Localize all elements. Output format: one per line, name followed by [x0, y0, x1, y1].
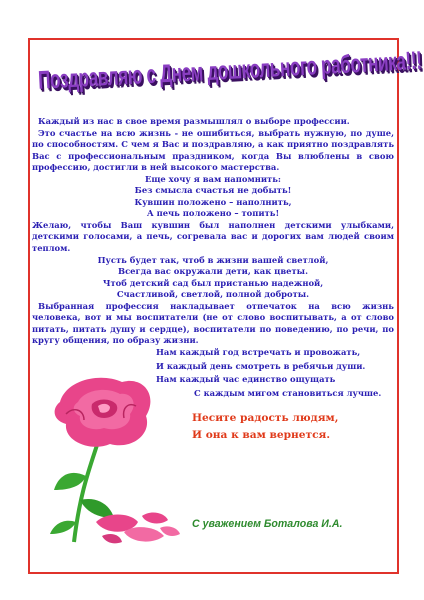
closing-poem-line: Нам каждый час единство ощущать — [156, 374, 336, 384]
paragraph-4: Выбранная профессия накладывает отпечаток на всю жизнь человека, вот и мы воспитатели (не от слово воспитывать, а от слово питать, питать душу и сердце), воспитатели по поведению, по речи, по кругу общения, по образу жизни. — [32, 300, 394, 346]
signature: С уважением Боталова И.А. — [192, 518, 343, 530]
wish-line: Чтоб детский сад был пристанью надежной, — [102, 277, 324, 288]
paragraph-3: Желаю, чтобы Ваш кувшин был наполнен детскими улыбками, детскими голосами, а печь, согревала вас и дорогих вам людей своим теплом. — [32, 219, 394, 254]
paragraph-1: Каждый из нас в свое время размышлял о выборе профессии. — [38, 116, 350, 126]
closing-poem-line: Нам каждый год встречать и провожать, — [156, 347, 361, 357]
poem-1-line: Кувшин положено – наполнить, — [134, 196, 292, 207]
slogan — [192, 410, 392, 444]
wish-line: Счастливой, светлой, полной доброты. — [116, 289, 310, 300]
poem-1-line: Без смысла счастья не добыть! — [134, 185, 292, 196]
poem-1-line: Еще хочу я вам напомнить: — [144, 173, 282, 184]
slogan-line: Несите радость людям, — [192, 412, 339, 424]
greeting-body — [32, 116, 394, 347]
page-title: Поздравляю с Днем дошкольного работника!!! — [37, 46, 423, 95]
wish-line: Пусть будет так, чтоб в жизни вашей светлой, — [97, 254, 329, 265]
wish-line: Всегда вас окружали дети, как цветы. — [117, 266, 308, 277]
closing-poem-line: С каждым мигом становиться лучше. — [194, 387, 382, 398]
poem-1-line: А печь положено – топить! — [146, 208, 280, 219]
rose-icon — [40, 372, 190, 547]
slogan-line: И она к вам вернется. — [192, 429, 331, 441]
paragraph-2: Это счастье на всю жизнь - не ошибиться, выбрать нужную, по душе, по способностям. С чем я Вас и поздравляю, а как приятно поздравлять Вас с профессиональным праздником, когда Вы влюблены в свою профессию, достигли в ней высокого мастерства. — [32, 127, 394, 173]
closing-poem — [156, 346, 396, 400]
closing-poem-line: И каждый день смотреть в ребячьи души. — [156, 360, 366, 371]
